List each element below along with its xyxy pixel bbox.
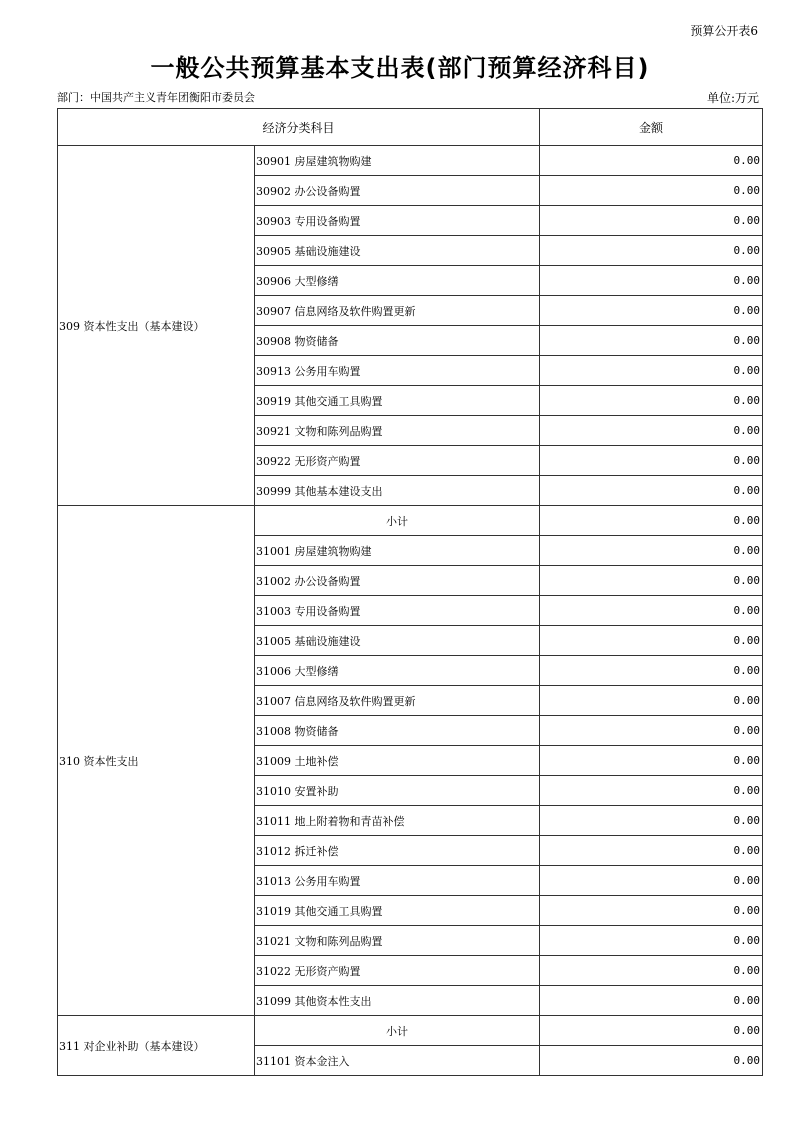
subtotal-label: 小计 bbox=[255, 506, 540, 536]
amount-cell: 0.00 bbox=[540, 446, 763, 476]
item-label: 30906 大型修缮 bbox=[255, 266, 540, 296]
item-label: 31013 公务用车购置 bbox=[255, 866, 540, 896]
item-label: 31021 文物和陈列品购置 bbox=[255, 926, 540, 956]
table-row bbox=[58, 1016, 763, 1046]
amount-cell: 0.00 bbox=[540, 506, 763, 536]
amount-cell: 0.00 bbox=[540, 566, 763, 596]
item-label: 30921 文物和陈列品购置 bbox=[255, 416, 540, 446]
amount-cell: 0.00 bbox=[540, 656, 763, 686]
item-label: 30908 物资储备 bbox=[255, 326, 540, 356]
unit-label: 单位:万元 bbox=[706, 91, 759, 105]
subtotal-label: 小计 bbox=[255, 1016, 540, 1046]
amount-cell: 0.00 bbox=[540, 476, 763, 506]
item-label: 30903 专用设备购置 bbox=[255, 206, 540, 236]
item-label: 31003 专用设备购置 bbox=[255, 596, 540, 626]
amount-cell: 0.00 bbox=[540, 1016, 763, 1046]
group-label: 310 资本性支出 bbox=[58, 506, 255, 1016]
amount-cell: 0.00 bbox=[540, 1046, 763, 1076]
column-header-amount: 金额 bbox=[540, 109, 763, 146]
amount-cell: 0.00 bbox=[540, 956, 763, 986]
item-label: 31006 大型修缮 bbox=[255, 656, 540, 686]
table-row bbox=[58, 506, 763, 536]
item-label: 30919 其他交通工具购置 bbox=[255, 386, 540, 416]
amount-cell: 0.00 bbox=[540, 326, 763, 356]
form-number: 预算公开表6 bbox=[690, 24, 758, 38]
page-title: 一般公共预算基本支出表(部门预算经济科目) bbox=[150, 54, 650, 82]
item-label: 30907 信息网络及软件购置更新 bbox=[255, 296, 540, 326]
item-label: 31009 土地补偿 bbox=[255, 746, 540, 776]
amount-cell: 0.00 bbox=[540, 596, 763, 626]
amount-cell: 0.00 bbox=[540, 686, 763, 716]
amount-cell: 0.00 bbox=[540, 296, 763, 326]
item-label: 30905 基础设施建设 bbox=[255, 236, 540, 266]
amount-cell: 0.00 bbox=[540, 536, 763, 566]
item-label: 30922 无形资产购置 bbox=[255, 446, 540, 476]
item-label: 30902 办公设备购置 bbox=[255, 176, 540, 206]
amount-cell: 0.00 bbox=[540, 926, 763, 956]
table-body bbox=[58, 146, 763, 1076]
amount-cell: 0.00 bbox=[540, 146, 763, 176]
amount-cell: 0.00 bbox=[540, 176, 763, 206]
amount-cell: 0.00 bbox=[540, 206, 763, 236]
item-label: 30901 房屋建筑物购建 bbox=[255, 146, 540, 176]
group-label: 309 资本性支出（基本建设） bbox=[58, 146, 255, 506]
item-label: 31019 其他交通工具购置 bbox=[255, 896, 540, 926]
amount-cell: 0.00 bbox=[540, 836, 763, 866]
column-header-category: 经济分类科目 bbox=[58, 109, 540, 146]
amount-cell: 0.00 bbox=[540, 386, 763, 416]
item-label: 31101 资本金注入 bbox=[255, 1046, 540, 1076]
item-label: 31010 安置补助 bbox=[255, 776, 540, 806]
group-label: 311 对企业补助（基本建设） bbox=[58, 1016, 255, 1076]
amount-cell: 0.00 bbox=[540, 986, 763, 1016]
item-label: 31022 无形资产购置 bbox=[255, 956, 540, 986]
amount-cell: 0.00 bbox=[540, 716, 763, 746]
item-label: 31099 其他资本性支出 bbox=[255, 986, 540, 1016]
amount-cell: 0.00 bbox=[540, 356, 763, 386]
amount-cell: 0.00 bbox=[540, 236, 763, 266]
amount-cell: 0.00 bbox=[540, 416, 763, 446]
item-label: 31008 物资储备 bbox=[255, 716, 540, 746]
item-label: 31007 信息网络及软件购置更新 bbox=[255, 686, 540, 716]
budget-table bbox=[57, 108, 763, 1076]
table-row bbox=[58, 146, 763, 176]
amount-cell: 0.00 bbox=[540, 806, 763, 836]
item-label: 31012 拆迁补偿 bbox=[255, 836, 540, 866]
amount-cell: 0.00 bbox=[540, 776, 763, 806]
amount-cell: 0.00 bbox=[540, 896, 763, 926]
item-label: 30913 公务用车购置 bbox=[255, 356, 540, 386]
item-label: 31011 地上附着物和青苗补偿 bbox=[255, 806, 540, 836]
amount-cell: 0.00 bbox=[540, 866, 763, 896]
amount-cell: 0.00 bbox=[540, 746, 763, 776]
item-label: 30999 其他基本建设支出 bbox=[255, 476, 540, 506]
table-header-row bbox=[58, 109, 763, 146]
amount-cell: 0.00 bbox=[540, 626, 763, 656]
item-label: 31002 办公设备购置 bbox=[255, 566, 540, 596]
amount-cell: 0.00 bbox=[540, 266, 763, 296]
department-label: 部门：中国共产主义青年团衡阳市委员会 bbox=[57, 91, 255, 104]
item-label: 31001 房屋建筑物购建 bbox=[255, 536, 540, 566]
item-label: 31005 基础设施建设 bbox=[255, 626, 540, 656]
